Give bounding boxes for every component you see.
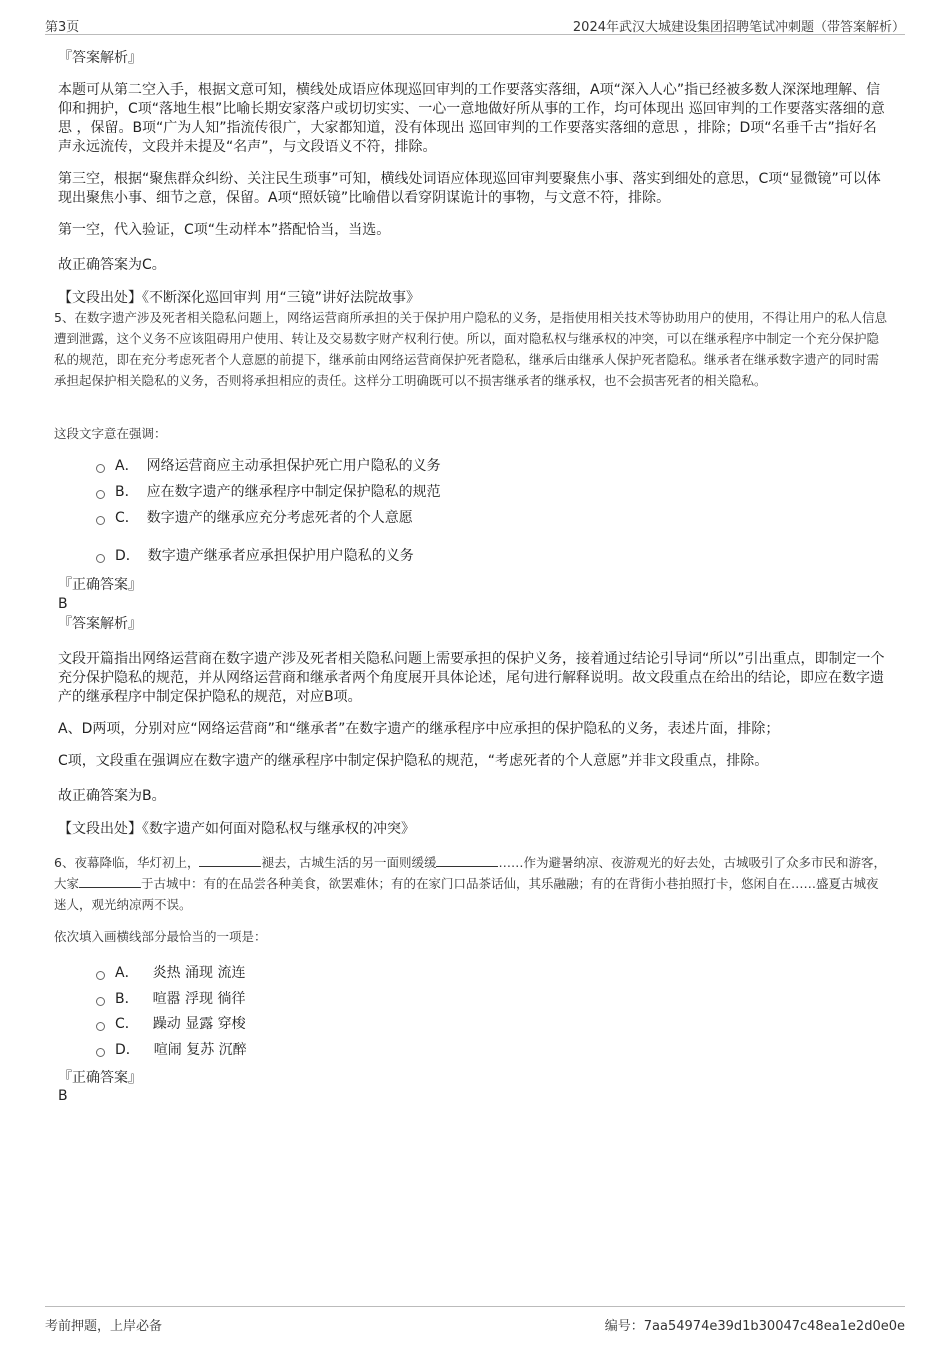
question-prompt: 这段文字意在强调：	[54, 426, 167, 441]
radio-icon[interactable]	[96, 516, 105, 525]
option-b[interactable]: B． 应在数字遗产的继承程序中制定保护隐私的规范	[96, 483, 441, 502]
question-stem: 6、夜幕降临，华灯初上， 褪去，古城生活的另一面则缓缓 ……作为避暑纳凉、夜游观光的好去处，古城吸引了众多市民和游客，大家 于古城中：有的在品尝各种美食，欲罢难休；有的在家门口品茶话仙，其乐融融；有的在背街小巷拍照打卡，悠闲自在……盛夏古城夜迷人，观光纳凉两不误。	[54, 855, 886, 912]
analysis-paragraph: 第一空，代入验证，C项“生动样本”搭配恰当，当选。	[58, 222, 391, 238]
option-c[interactable]: C． 数字遗产的继承应充分考虑死者的个人意愿	[96, 509, 413, 528]
option-d[interactable]: D． 喧闹 复苏 沉醉	[96, 1041, 247, 1060]
answer-tag: 『正确答案』	[58, 1070, 142, 1086]
option-d[interactable]: D． 数字遗产继承者应承担保护用户隐私的义务	[96, 547, 414, 566]
question-stem: 5、在数字遗产涉及死者相关隐私问题上，网络运营商所承担的关于保护用户隐私的义务，是指使用相关技术等协助用户的使用，不得让用户的私人信息遭到泄露，这个义务不应该阻碍用户使用、转让及交易数字财产权利行使。所以，面对隐私权与继承权的冲突，可以在继承程序中制定一个充分保护隐私的规范，即在充分考虑死者个人意愿的前提下，继承前由网络运营商保护死者隐私，继承后由继承人保护死者隐私。继承者在继承数字遗产的同时需承担起保护相关隐私的义务，否则将承担相应的责任。这样分工明确既可以不损害继承者的继承权，也不会损害死者的相关隐私。	[54, 310, 887, 388]
question-prompt: 依次填入画横线部分最恰当的一项是：	[54, 929, 267, 944]
fill-blank	[199, 854, 261, 867]
fill-blank	[79, 875, 141, 888]
option-a[interactable]: A． 炎热 涌现 流连	[96, 964, 245, 983]
footer-slogan: 考前押题，上岸必备	[45, 1319, 163, 1334]
option-b[interactable]: B． 喧嚣 浮现 徜徉	[96, 990, 246, 1009]
analysis-paragraph: C项，文段重在强调应在数字遗产的继承程序中制定保护隐私的规范，“考虑死者的个人意愿”并非文段重点，排除。	[58, 753, 769, 769]
radio-icon[interactable]	[96, 997, 105, 1006]
radio-icon[interactable]	[96, 1022, 105, 1031]
page-number: 第3页	[45, 20, 80, 35]
analysis-paragraph: 故正确答案为B。	[58, 788, 166, 804]
option-c[interactable]: C． 躁动 显露 穿梭	[96, 1015, 246, 1034]
option-a[interactable]: A． 网络运营商应主动承担保护死亡用户隐私的义务	[96, 457, 441, 476]
analysis-tag: 『答案解析』	[58, 50, 142, 66]
analysis-paragraph: A、D两项，分别对应“网络运营商”和“继承者”在数字遗产的继承程序中应承担的保护隐私的义务，表述片面，排除；	[58, 721, 780, 737]
document-id: 编号：7aa54974e39d1b30047c48ea1e2d0e0e	[604, 1319, 905, 1334]
source-citation: 【文段出处】《数字遗产如何面对隐私权与继承权的冲突》	[58, 821, 415, 837]
radio-icon[interactable]	[96, 971, 105, 980]
radio-icon[interactable]	[96, 464, 105, 473]
answer-value: B	[58, 1088, 68, 1104]
fill-blank	[436, 854, 498, 867]
answer-value: B	[58, 596, 68, 612]
radio-icon[interactable]	[96, 490, 105, 499]
analysis-paragraph: 本题可从第二空入手，根据文意可知，横线处成语应体现巡回审判的工作要落实落细，A项“深入人心”指已经被多数人深深地理解、信仰和拥护，C项“落地生根”比喻长期安家落户或切切实实、一心一意地做好所从事的工作，均可体现出 巡回审判的工作要落实落细的意思 ，保留。B项“广为人知”指流传很广，大家都知道，没有体现出 巡回审判的工作要落实落细的意思 ，排除；D项“名垂千古”指好名声永远流传，文段并未提及“名声”，与文段语义不符，排除。	[58, 82, 885, 155]
page-header	[45, 14, 905, 35]
document-title: 2024年武汉大城建设集团招聘笔试冲刺题（带答案解析）	[572, 20, 905, 35]
source-citation: 【文段出处】《不断深化巡回审判 用“三镜”讲好法院故事》	[58, 290, 420, 306]
analysis-paragraph: 第三空，根据“聚焦群众纠纷、关注民生琐事”可知，横线处词语应体现巡回审判要聚焦小事、落实到细处的意思，C项“显微镜”可以体现出聚焦小事、细节之意，保留。A项“照妖镜”比喻借以看穿阴谋诡计的事物，与文意不符，排除。	[58, 171, 881, 206]
analysis-tag: 『答案解析』	[58, 616, 142, 632]
analysis-paragraph: 文段开篇指出网络运营商在数字遗产涉及死者相关隐私问题上需要承担的保护义务，接着通过结论引导词“所以”引出重点，即制定一个充分保护隐私的规范，并从网络运营商和继承者两个角度展开具体论述，尾句进行解释说明。故文段重点在给出的结论，即应在数字遗产的继承程序中制定保护隐私的规范，对应B项。	[58, 651, 885, 705]
radio-icon[interactable]	[96, 554, 105, 563]
analysis-paragraph: 故正确答案为C。	[58, 257, 166, 273]
page-footer	[45, 1306, 905, 1334]
answer-tag: 『正确答案』	[58, 577, 142, 593]
radio-icon[interactable]	[96, 1048, 105, 1057]
